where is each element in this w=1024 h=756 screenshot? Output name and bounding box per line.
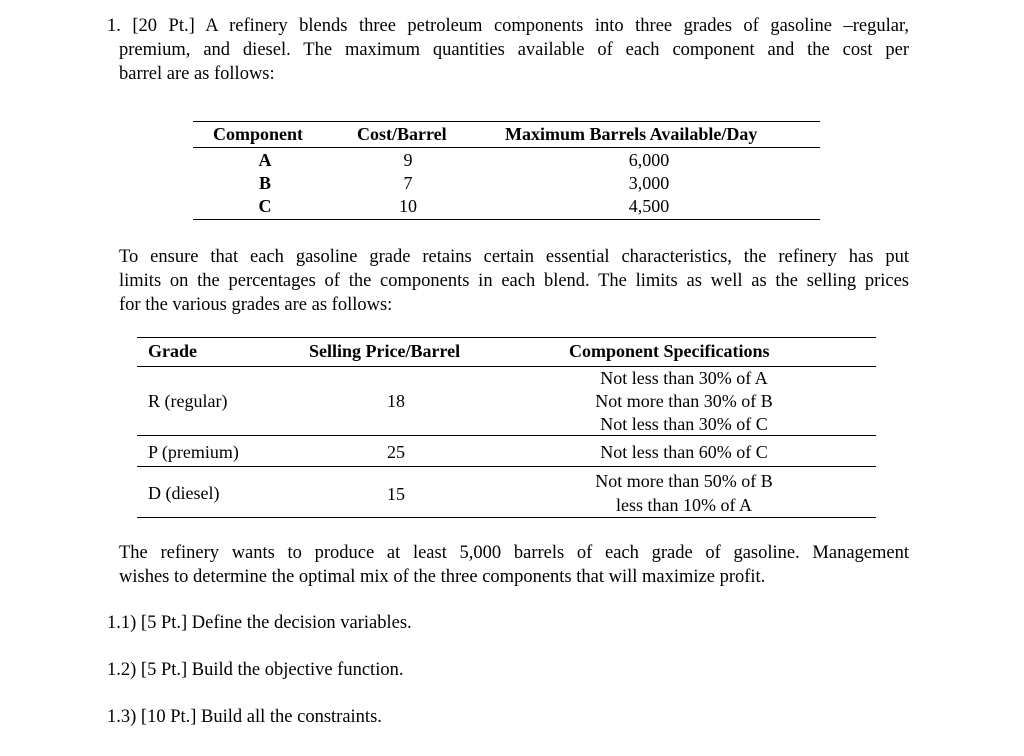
table-bottom-rule [193, 219, 820, 220]
goal-paragraph [119, 541, 909, 589]
table-cell: Not less than 30% of C [600, 414, 768, 434]
table-cell: P (premium) [148, 442, 239, 462]
header-specs: Component Specifications [569, 341, 770, 361]
header-cost: Cost/Barrel [357, 124, 447, 144]
intro-line-1: 1. [20 Pt.] A refinery blends three petroleum components into three grades of gasoline –regular, [107, 16, 909, 36]
table-cell: 3,000 [628, 173, 670, 193]
table-cell: 18 [387, 391, 405, 411]
limits-line-1: To ensure that each gasoline grade retains certain essential characteristics, the refinery has put [119, 247, 909, 267]
intro-line-3: barrel are as follows: [119, 64, 275, 84]
table-cell: D (diesel) [148, 483, 220, 503]
limits-paragraph [119, 245, 909, 317]
table-cell: 25 [387, 442, 405, 462]
table-cell: 4,500 [628, 196, 670, 216]
table-cell: Not less than 60% of C [600, 442, 768, 462]
table-cell: C [258, 196, 272, 216]
intro-line-2: premium, and diesel. The maximum quantities available of each component and the cost per [119, 40, 909, 60]
row-rule [137, 435, 876, 436]
subquestion-1-1: 1.1) [5 Pt.] Define the decision variables. [107, 613, 412, 633]
header-max: Maximum Barrels Available/Day [505, 124, 758, 144]
header-component: Component [213, 124, 304, 144]
table-cell: less than 10% of A [616, 495, 752, 515]
header-grade: Grade [148, 341, 197, 361]
goal-line-2: wishes to determine the optimal mix of the three components that will maximize profit. [119, 567, 766, 587]
table-cell: Not less than 30% of A [600, 368, 768, 388]
problem-intro [107, 14, 909, 86]
table-cell: A [258, 150, 272, 170]
subquestion-1-2: 1.2) [5 Pt.] Build the objective function. [107, 660, 404, 680]
limits-line-3: for the various grades are as follows: [119, 295, 393, 315]
table-cell: 6,000 [628, 150, 670, 170]
header-price: Selling Price/Barrel [309, 341, 461, 361]
table-cell: 9 [403, 150, 413, 170]
goal-line-1: The refinery wants to produce at least 5,000 barrels of each grade of gasoline. Management [119, 543, 909, 563]
limits-line-2: limits on the percentages of the components in each blend. The limits as well as the selling prices [119, 271, 909, 291]
table-cell: R (regular) [148, 391, 228, 411]
header-rule [193, 147, 820, 148]
table-cell: Not more than 30% of B [595, 391, 773, 411]
table-cell: Not more than 50% of B [595, 471, 773, 491]
table-cell: B [258, 173, 271, 193]
table-cell: 7 [403, 173, 413, 193]
table-bottom-rule [137, 517, 876, 518]
table-cell: 10 [399, 196, 417, 216]
table-top-rule [137, 337, 876, 338]
table-top-rule [193, 121, 820, 122]
row-rule [137, 466, 876, 467]
subquestion-1-3: 1.3) [10 Pt.] Build all the constraints. [107, 707, 382, 727]
table-cell: 15 [387, 484, 405, 504]
